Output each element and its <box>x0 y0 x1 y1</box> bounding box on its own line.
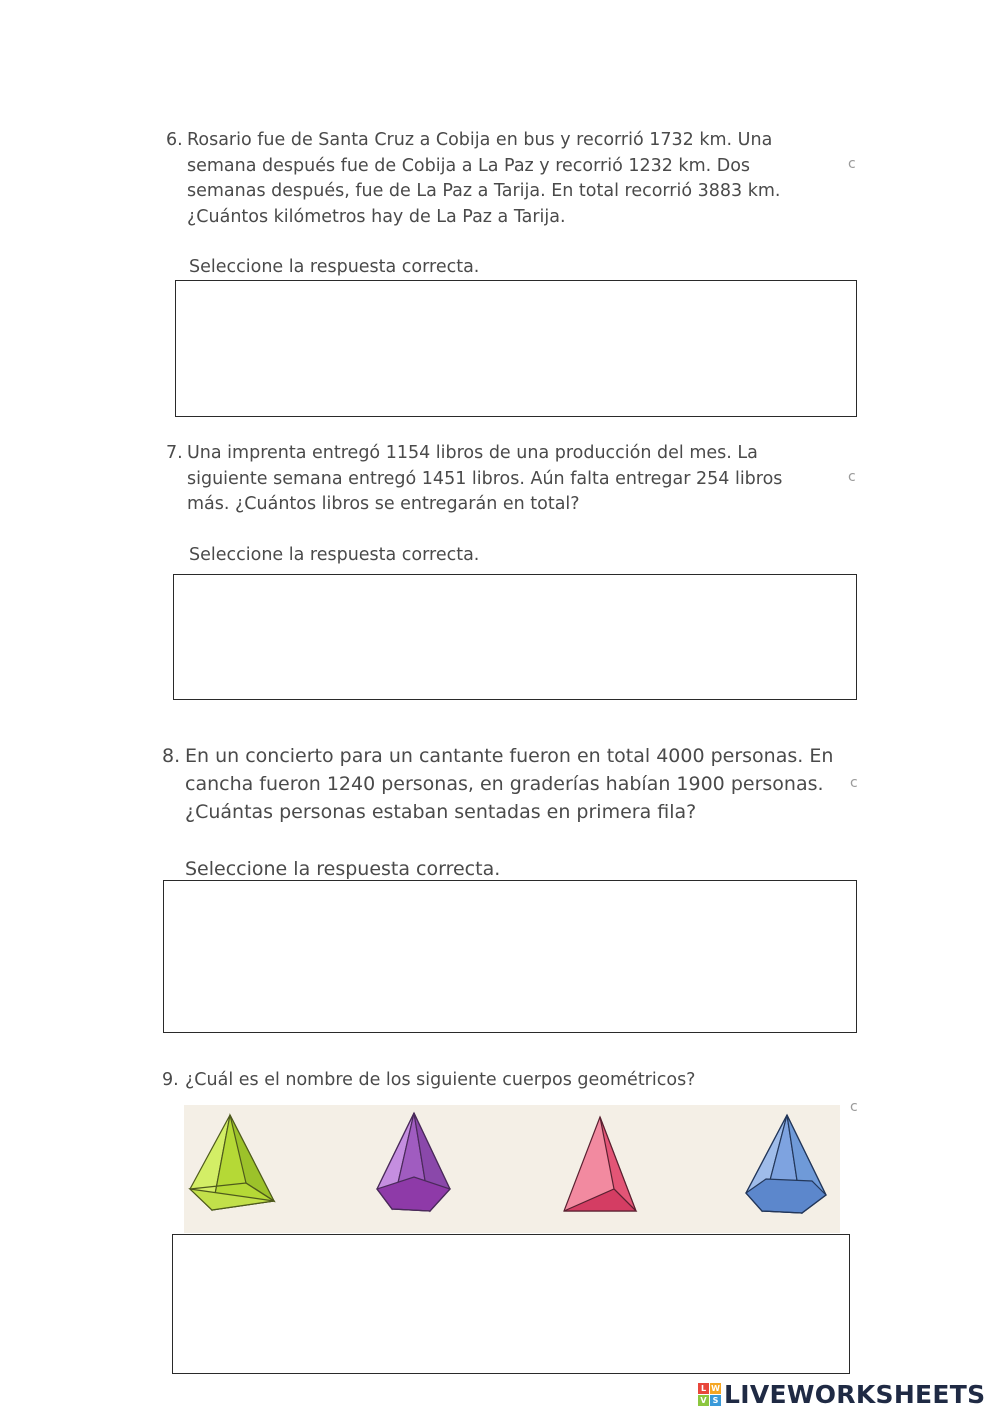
answer-box-8[interactable] <box>163 880 857 1033</box>
instruction-text: Seleccione la respuesta correcta. <box>189 257 480 277</box>
geometric-bodies-image <box>184 1105 840 1233</box>
logo-mark-letter: W <box>711 1384 720 1393</box>
question-number: 8. <box>162 745 181 767</box>
question-line: semana después fue de Cobija a La Paz y recorrió 1232 km. Dos <box>187 155 751 176</box>
question-text <box>185 742 833 826</box>
logo-mark-letter: L <box>698 1383 709 1394</box>
edge-mark: c <box>850 775 858 791</box>
triangular-pyramid-icon <box>564 1117 636 1211</box>
question-line: Una imprenta entregó 1154 libros de una producción del mes. La <box>187 443 758 463</box>
question-line: siguiente semana entregó 1451 libros. Aún falta entregar 254 libros <box>187 468 783 489</box>
question-line: más. ¿Cuántos libros se entregarán en total? <box>187 494 580 514</box>
question-line: Rosario fue de Santa Cruz a Cobija en bus y recorrió 1732 km. Una <box>187 130 773 150</box>
answer-box-6[interactable] <box>175 280 857 417</box>
instruction-text: Seleccione la respuesta correcta. <box>189 545 480 565</box>
question-line: ¿Cuántos kilómetros hay de La Paz a Tarija. <box>187 206 566 227</box>
edge-mark: c <box>848 156 856 172</box>
question-text <box>185 1068 695 1094</box>
logo-mark-letter: V <box>698 1395 709 1406</box>
hexagonal-pyramid-icon <box>746 1115 826 1213</box>
question-line: En un concierto para un cantante fueron en total 4000 personas. En <box>185 745 834 767</box>
question-text <box>187 441 782 518</box>
question-number: 7. <box>166 443 183 463</box>
square-pyramid-icon <box>190 1115 274 1210</box>
instruction-text: Seleccione la respuesta correcta. <box>185 858 501 880</box>
question-text <box>187 128 780 230</box>
liveworksheets-logo <box>698 1380 985 1409</box>
pentagonal-pyramid-icon <box>377 1113 450 1211</box>
edge-mark: c <box>850 1099 858 1115</box>
logo-mark-letter: S <box>710 1395 721 1406</box>
pyramids-illustration <box>184 1105 840 1233</box>
question-line: cancha fueron 1240 personas, en graderías habían 1900 personas. <box>185 773 824 795</box>
question-number: 9. <box>162 1070 179 1090</box>
question-number: 6. <box>166 130 183 150</box>
logo-mark-icon <box>698 1383 721 1406</box>
answer-box-9[interactable] <box>172 1234 850 1374</box>
answer-box-7[interactable] <box>173 574 857 700</box>
question-line: ¿Cuál es el nombre de los siguiente cuerpos geométricos? <box>185 1070 696 1090</box>
question-line: semanas después, fue de La Paz a Tarija. En total recorrió 3883 km. <box>187 181 781 201</box>
question-line: ¿Cuántas personas estaban sentadas en primera fila? <box>185 801 697 823</box>
logo-text: LIVEWORKSHEETS <box>724 1380 986 1409</box>
edge-mark: c <box>848 469 856 485</box>
